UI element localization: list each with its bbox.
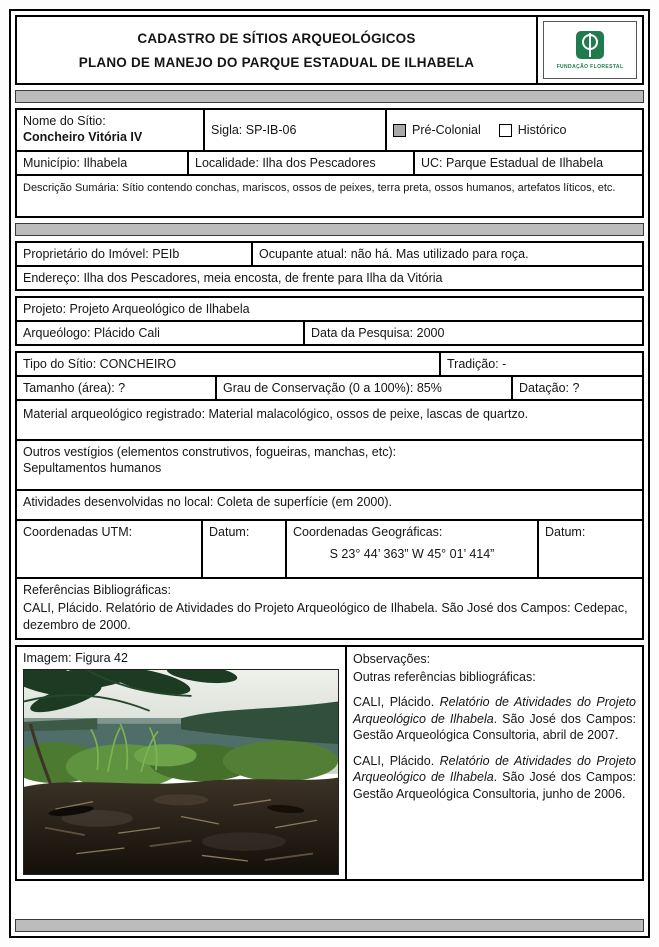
section-caracterizacao [15, 351, 644, 640]
historico-label: Histórico [517, 123, 567, 137]
imagem-label: Imagem: Figura 42 [23, 650, 128, 665]
divider-bar-top [15, 90, 644, 103]
ref1-prefix: CALI, Plácido. [353, 695, 440, 710]
observacoes-ref-2 [353, 753, 636, 803]
row-atividades [17, 491, 642, 521]
divider-bar-bottom [15, 919, 644, 932]
row-tipo [17, 353, 642, 377]
ref2-prefix: CALI, Plácido. [353, 753, 440, 768]
uc-cell: UC: Parque Estadual de Ilhabela [421, 156, 604, 170]
geo-label: Coordenadas Geográficas: [293, 525, 443, 539]
geo-value: S 23° 44’ 363” W 45° 01’ 414” [329, 547, 495, 561]
sigla-cell [205, 110, 387, 150]
row-descricao [17, 176, 642, 216]
vestigios-value: Sepultamentos humanos [23, 461, 162, 475]
tradicao-cell: Tradição: - [447, 357, 507, 371]
imagem-cell [17, 647, 347, 879]
ref2-titulo: Relatório de Atividades do Projeto Arqueológico de Ilhabela [353, 753, 636, 785]
site-name-label: Nome do Sítio: [23, 114, 106, 128]
row-proprietario [17, 243, 642, 267]
arqueologo-cell: Arqueólogo: Plácido Cali [17, 322, 305, 344]
historico-checkbox[interactable] [499, 124, 512, 137]
section-identificacao [15, 108, 644, 218]
proprietario-cell: Proprietário do Imóvel: PEIb [17, 243, 253, 265]
ocupante-cell: Ocupante atual: não há. Mas utilizado para roça. [259, 247, 529, 261]
row-referencias [17, 579, 642, 638]
classification-cell [387, 110, 642, 150]
pre-colonial-label: Pré-Colonial [412, 123, 481, 137]
sigla-value: Sigla: SP-IB-06 [211, 123, 297, 137]
row-coordenadas [17, 521, 642, 579]
utm-cell: Coordenadas UTM: [17, 521, 203, 577]
site-photo [23, 669, 339, 875]
descricao-sumaria: Descrição Sumária: Sítio contendo conchas, mariscos, ossos de peixes, terra preta, ossos humanos, artefatos líticos, etc. [23, 182, 616, 194]
site-name-value: Concheiro Vitória IV [23, 130, 143, 144]
row-projeto [17, 298, 642, 322]
row-material [17, 401, 642, 441]
form-page [9, 9, 650, 938]
datum2-cell: Datum: [545, 525, 586, 539]
referencias-label: Referências Bibliográficas: [23, 583, 171, 597]
tree-logo-icon [573, 30, 607, 62]
row-imagem-observacoes [17, 647, 642, 879]
referencias-cell [17, 579, 642, 638]
row-nome-sigla-classificacao [17, 110, 642, 152]
datacao-cell: Datação: ? [519, 381, 580, 395]
row-municipio [17, 152, 642, 176]
pre-colonial-checkbox[interactable] [393, 124, 406, 137]
conservacao-cell: Grau de Conservação (0 a 100%): 85% [217, 377, 513, 399]
observacoes-label: Observações: [353, 651, 431, 666]
vestigios-cell [17, 441, 642, 489]
divider-bar-mid [15, 223, 644, 236]
form-title-line2: PLANO DE MANEJO DO PARQUE ESTADUAL DE ILHABELA [78, 54, 475, 70]
vestigios-label: Outros vestígios (elementos construtivos, fogueiras, manchas, etc): [23, 445, 397, 459]
site-name-cell [17, 110, 205, 150]
form-titles [17, 17, 536, 83]
form-title-line1: CADASTRO DE SÍTIOS ARQUEOLÓGICOS [137, 30, 416, 46]
data-pesquisa-cell: Data da Pesquisa: 2000 [311, 326, 445, 340]
endereco-cell: Endereço: Ilha dos Pescadores, meia encosta, de frente para Ilha da Vitória [23, 271, 443, 285]
logo-cell [536, 17, 642, 83]
ref1-suffix: . São José dos Campos: Gestão Arqueológica Consultoria, abril de 2007. [353, 711, 636, 743]
municipio-cell: Município: Ilhabela [17, 152, 189, 174]
material-cell: Material arqueológico registrado: Material malacológico, ossos de peixe, lascas de quartzo. [23, 407, 529, 421]
fundacao-florestal-logo [543, 21, 637, 79]
logo-caption: FUNDAÇÃO FLORESTAL [556, 64, 624, 70]
observacoes-ref-1 [353, 694, 636, 744]
row-vestigios [17, 441, 642, 491]
section-projeto [15, 296, 644, 346]
projeto-cell: Projeto: Projeto Arqueológico de Ilhabela [23, 302, 250, 316]
referencias-texto: CALI, Plácido. Relatório de Atividades do Projeto Arqueológico de Ilhabela. São José dos Campos: Cedepac, dezembro de 2000. [23, 601, 628, 632]
tamanho-cell: Tamanho (área): ? [17, 377, 217, 399]
observacoes-cell [347, 647, 642, 879]
row-endereco [17, 267, 642, 289]
row-tamanho [17, 377, 642, 401]
localidade-cell: Localidade: Ilha dos Pescadores [189, 152, 415, 174]
form-header [15, 15, 644, 85]
section-imagem-observacoes [15, 645, 644, 881]
datum1-cell: Datum: [203, 521, 287, 577]
row-arqueologo [17, 322, 642, 344]
ref2-suffix: . São José dos Campos: Gestão Arqueológica Consultoria, junho de 2006. [353, 770, 636, 801]
tipo-sitio-cell: Tipo do Sítio: CONCHEIRO [17, 353, 441, 375]
geo-cell [287, 521, 539, 577]
observacoes-sublabel: Outras referências bibliográficas: [353, 670, 536, 684]
ref1-titulo: Relatório de Atividades do Projeto Arqueológico de Ilhabela [353, 695, 636, 726]
section-propriedade [15, 241, 644, 291]
atividades-cell: Atividades desenvolvidas no local: Coleta de superfície (em 2000). [23, 495, 392, 509]
